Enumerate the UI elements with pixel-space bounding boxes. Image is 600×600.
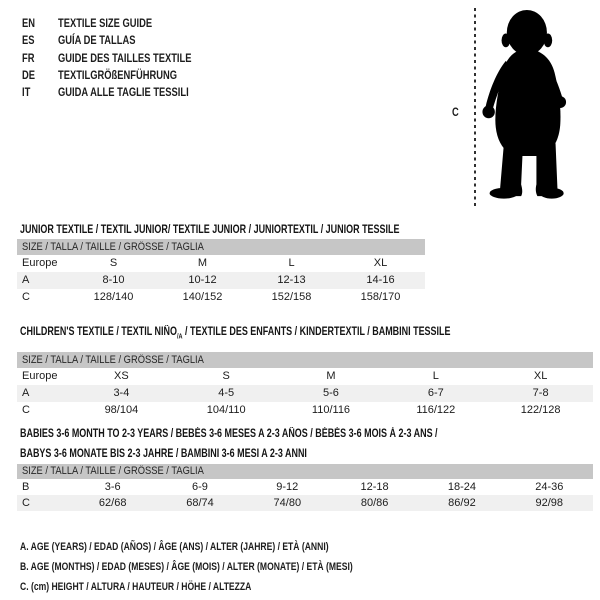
table-row-height bbox=[17, 402, 593, 419]
children-size-table bbox=[17, 352, 593, 419]
table-row-age bbox=[17, 272, 425, 289]
cell: 110/116 bbox=[311, 404, 351, 416]
cell: 7-8 bbox=[488, 385, 593, 402]
cell: 158/170 bbox=[360, 291, 401, 303]
cell: 5-6 bbox=[279, 385, 384, 402]
size-header-label: SIZE / TALLA / TAILLE / GRÖSSE / TAGLIA bbox=[22, 241, 204, 253]
cell: 12-18 bbox=[360, 481, 389, 493]
cell: 128/140 bbox=[93, 291, 134, 303]
cell: 9-12 bbox=[276, 481, 299, 493]
row-label: B bbox=[22, 481, 30, 493]
cell: 116/122 bbox=[416, 404, 456, 416]
legend-line-a: A. AGE (YEARS) / EDAD (AÑOS) / ÂGE (ANS) / ALTER (JAHRE) / ETÀ (ANNI) bbox=[20, 541, 329, 553]
size-header-label: SIZE / TALLA / TAILLE / GRÖSSE / TAGLIA bbox=[22, 465, 204, 477]
language-code: FR bbox=[22, 50, 35, 65]
cell: 8-10 bbox=[69, 272, 158, 289]
language-row bbox=[22, 67, 229, 84]
cell: 86/92 bbox=[418, 495, 505, 511]
language-row bbox=[22, 84, 229, 101]
cell: 98/104 bbox=[104, 404, 139, 416]
row-label: C bbox=[22, 291, 30, 303]
table-row-europe bbox=[17, 255, 425, 272]
language-title-list bbox=[22, 15, 229, 101]
row-label: Europe bbox=[22, 257, 58, 269]
language-code: IT bbox=[22, 85, 31, 100]
cell: S bbox=[109, 257, 118, 269]
language-code: ES bbox=[22, 33, 35, 48]
cell: 24-36 bbox=[535, 481, 564, 493]
size-header-row bbox=[17, 464, 593, 479]
size-header-row bbox=[17, 239, 425, 255]
table-row-height bbox=[17, 495, 593, 511]
size-header-label: SIZE / TALLA / TAILLE / GRÖSSE / TAGLIA bbox=[22, 354, 204, 366]
cell: XL bbox=[373, 257, 388, 269]
cell: 6-7 bbox=[383, 385, 488, 402]
legend-line-c: C. (cm) HEIGHT / ALTURA / HAUTEUR / HÖHE / ALTEZZA bbox=[20, 581, 252, 593]
cell: L bbox=[288, 257, 295, 269]
cell: 62/68 bbox=[69, 495, 156, 511]
table-row-months bbox=[17, 479, 593, 495]
baby-silhouette-icon bbox=[481, 8, 567, 204]
cell: 3-6 bbox=[104, 481, 121, 493]
junior-size-table bbox=[17, 239, 425, 306]
cell: 92/98 bbox=[506, 495, 593, 511]
row-label: C bbox=[22, 404, 30, 416]
row-label: A bbox=[17, 272, 69, 289]
cell: 3-4 bbox=[69, 385, 174, 402]
babies-section-title: BABIES 3-6 MONTH TO 2-3 YEARS / BEBÉS 3-6 MESES A 2-3 AÑOS / BÉBÉS 3-6 MOIS À 2-3 ANS / BABYS 3-6 MONATE BIS 2-3 JAHRE / BAMBINI 3-6 MESI A 2-3 ANNI bbox=[20, 428, 438, 460]
cell: 4-5 bbox=[174, 385, 279, 402]
cell: 104/110 bbox=[206, 404, 246, 416]
cell: 80/86 bbox=[331, 495, 418, 511]
cell: L bbox=[432, 370, 439, 382]
table-row-height bbox=[17, 289, 425, 306]
cell: S bbox=[222, 370, 230, 382]
language-row bbox=[22, 50, 229, 67]
language-title: GUÍA DE TALLAS bbox=[58, 33, 136, 48]
cell: M bbox=[197, 257, 208, 269]
language-row bbox=[22, 32, 229, 49]
cell: 152/158 bbox=[271, 291, 312, 303]
table-row-europe bbox=[17, 368, 593, 385]
cell: 14-16 bbox=[336, 272, 425, 289]
language-title: GUIDA ALLE TAGLIE TESSILI bbox=[58, 85, 189, 100]
measurement-legend bbox=[20, 537, 447, 597]
cell: 10-12 bbox=[158, 272, 247, 289]
height-measure-label: C bbox=[452, 105, 459, 119]
language-title: TEXTILE SIZE GUIDE bbox=[58, 16, 153, 30]
cell: 68/74 bbox=[156, 495, 243, 511]
language-code: EN bbox=[22, 16, 36, 30]
children-section-title: CHILDREN'S TEXTILE / TEXTIL $NIÑO_{/A}$ / TEXTILE DES ENFANTS / KINDERTEXTIL / BAMBINI TESSILE bbox=[20, 326, 451, 341]
cell: XL bbox=[533, 370, 548, 382]
cell: 18-24 bbox=[447, 481, 476, 493]
language-code: DE bbox=[22, 67, 36, 82]
size-header-row bbox=[17, 352, 593, 368]
language-title: GUIDE DES TAILLES TEXTILE bbox=[58, 50, 192, 65]
legend-line-b: B. AGE (MONTHS) / EDAD (MESES) / ÂGE (MOIS) / ALTER (MONATE) / ETÀ (MESI) bbox=[20, 561, 353, 573]
cell: 122/128 bbox=[520, 404, 561, 416]
cell: 6-9 bbox=[192, 481, 208, 493]
row-label: C bbox=[17, 495, 69, 511]
cell: 12-13 bbox=[247, 272, 336, 289]
babies-size-table bbox=[17, 464, 593, 511]
cell: M bbox=[326, 370, 336, 382]
language-title: TEXTILGRÖßENFÜHRUNG bbox=[58, 67, 178, 82]
cell: XS bbox=[114, 370, 129, 382]
row-label: Europe bbox=[22, 370, 58, 382]
junior-section-title: JUNIOR TEXTILE / TEXTIL JUNIOR/ TEXTILE JUNIOR / JUNIORTEXTIL / JUNIOR TESSILE bbox=[20, 224, 400, 236]
height-measure-line bbox=[474, 8, 476, 208]
cell: 140/152 bbox=[182, 291, 223, 303]
table-row-age bbox=[17, 385, 593, 402]
language-row bbox=[22, 15, 229, 32]
cell: 74/80 bbox=[244, 495, 331, 511]
row-label: A bbox=[17, 385, 69, 402]
